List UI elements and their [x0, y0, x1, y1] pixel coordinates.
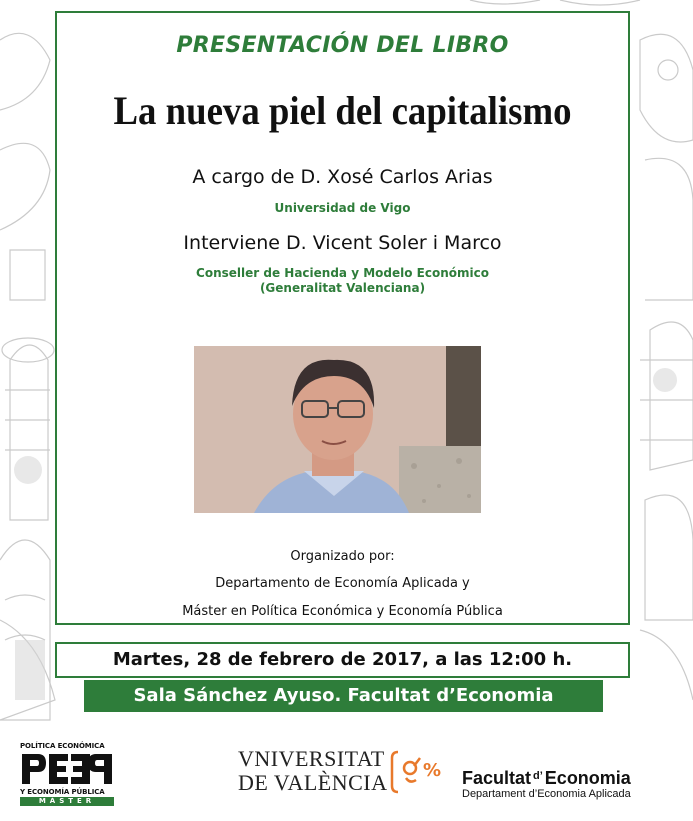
speaker-1-affiliation: Universidad de Vigo	[274, 201, 411, 215]
event-kicker: PRESENTACIÓN DEL LIBRO	[176, 33, 509, 58]
organizer-2: Máster en Política Económica y Economía Pública	[182, 604, 503, 619]
speaker-1: A cargo de D. Xosé Carlos Arias	[192, 166, 493, 188]
peep-logo-bottom: Y ECONOMÍA PÚBLICA	[20, 788, 105, 796]
uv-logo-line2: DE VALÈNCIA	[238, 770, 388, 795]
facultat-economia-logo	[462, 766, 682, 801]
uv-emblem-icon	[390, 748, 452, 796]
organizers-label: Organizado por:	[290, 549, 395, 564]
event-venue: Sala Sánchez Ayuso. Facultat d’Economia	[84, 680, 603, 712]
speaker-2-affiliation-line1: Conseller de Hacienda y Modelo Económico	[196, 266, 489, 280]
book-title: La nueva piel del capitalismo	[113, 88, 572, 133]
speaker-2-affiliation-line2: (Generalitat Valenciana)	[259, 281, 426, 295]
facultat-department: Departament d’Economia Aplicada	[462, 788, 631, 800]
speaker-photo	[194, 346, 481, 513]
peep-logo-top: POLÍTICA ECONÓMICA	[20, 742, 105, 750]
event-date-time: Martes, 28 de febrero de 2017, a las 12:00 h.	[55, 642, 630, 678]
facultat-d: d’	[533, 770, 543, 782]
speaker-2: Interviene D. Vicent Soler i Marco	[183, 232, 502, 254]
uv-logo-line1: VNIVERSITAT	[238, 746, 385, 771]
event-card	[55, 11, 630, 625]
facultat-word2: Economia	[544, 768, 631, 788]
organizer-1: Departamento de Economía Aplicada y	[215, 576, 470, 591]
speaker-2-affiliation	[57, 266, 628, 296]
peep-logo-mark	[20, 752, 114, 786]
universitat-valencia-logo	[238, 747, 388, 797]
peep-logo-master: MÀSTER	[20, 797, 114, 806]
facultat-name	[462, 766, 682, 788]
peep-master-logo	[20, 742, 120, 812]
facultat-word1: Facultat	[462, 768, 532, 788]
svg-text:%: %	[423, 760, 442, 781]
